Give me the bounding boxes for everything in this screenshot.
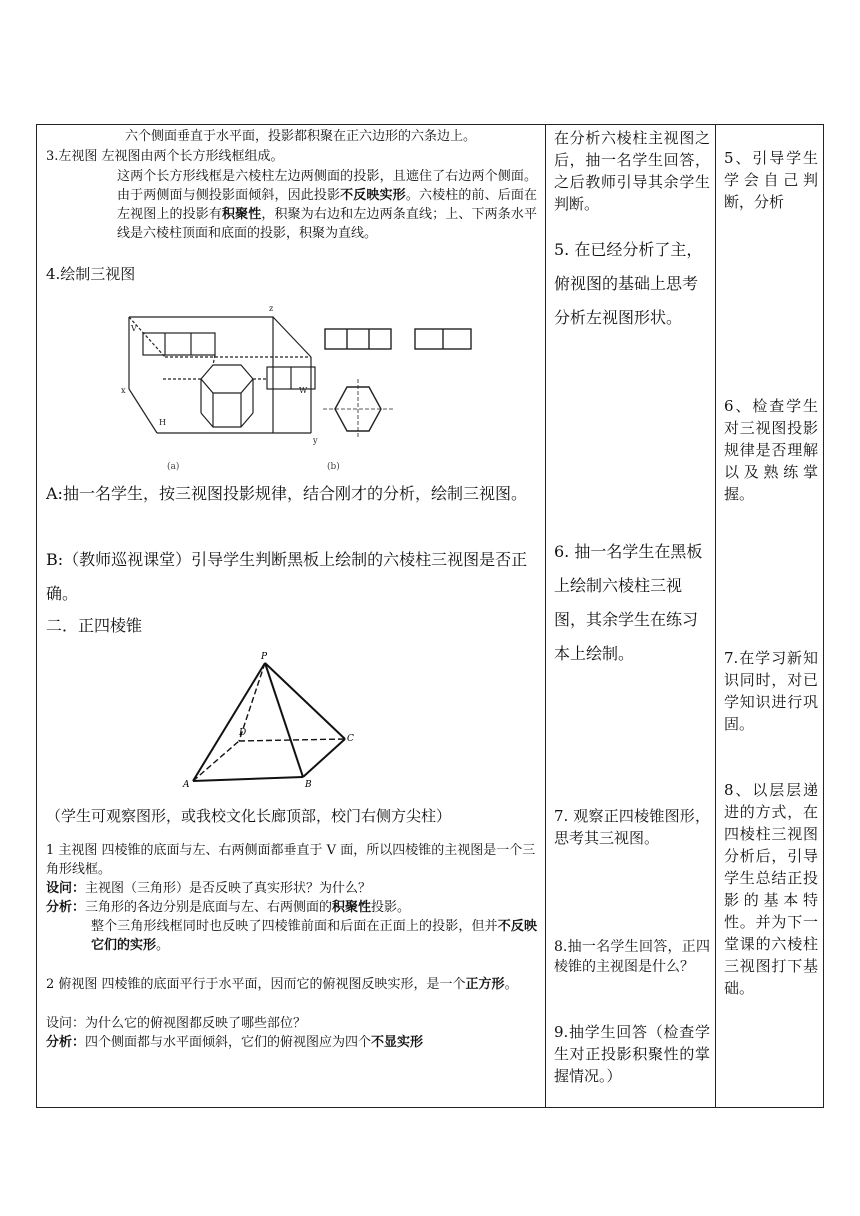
vertex-c: C [347,734,354,744]
left-view-heading: 3.左视图 左视图由两个长方形线框组成。 [46,149,284,164]
pyramid-top-view: 2 俯视图 四棱锥的底面平行于水平面，因而它的俯视图反映实形，是一个正方形。 [46,977,518,992]
label-x: x [121,386,126,395]
vertex-d: D [239,728,247,738]
caption-b: (b) [327,462,340,472]
intent-8: 8、以层层递进的方式，在四棱柱三视图分析后，引导学生总结正投影的基本特性。并为下一堂课的六棱柱三视图打下基础。 [724,781,818,997]
activity-1: 在分析六棱柱主视图之后，抽一名学生回答，之后教师引导其余学生判断。 [554,129,710,213]
label-w: W [299,386,308,395]
intent-column [716,125,823,1107]
analysis-1-continued: 整个三角形线框同时也反映了四棱锥前面和后面在正面上的投影，但并不反映它们的实形。 [91,919,537,953]
label-z: z [269,304,274,313]
label-h: H [159,418,166,427]
label-y: y [313,436,318,445]
vertex-b: B [305,780,312,789]
activity-9: 9.抽学生回答（检查学生对正投影积聚性的掌握情况。） [554,1023,710,1085]
vertex-a: A [183,780,190,789]
item-b: B:（教师巡视课堂）引导学生判断黑板上绘制的六棱柱三视图是否正确。 [46,550,528,603]
analysis-1: 分析：三角形的各边分别是底面与左、右两侧面的积聚性投影。 [46,900,411,915]
activity-8: 8.抽一名学生回答，正四棱锥的主视图是什么？ [554,939,710,975]
left-view-paragraph: 这两个长方形线框是六棱柱左边两侧面的投影，且遮住了右边两个侧面。由于两侧面与侧投影面倾斜，因此投影不反映实形。六棱柱的前、后面在左视图上的投影有积聚性，积聚为右边和左边两条直线；上、下两条水平线是六棱柱顶面和底面的投影，积聚为直线。 [117,169,537,241]
observe-note: （学生可观察图形，或我校文化长廊顶部，校门右侧方尖柱） [46,807,452,825]
activity-7: 7. 观察正四棱锥图形，思考其三视图。 [554,807,710,847]
activity-column [546,125,715,1107]
intent-5: 5、引导学生学会自己判断，分析 [724,149,818,211]
content-column [37,125,545,1107]
square-pyramid-figure [177,649,377,789]
analysis-2: 分析：四个侧面都与水平面倾斜，它们的俯视图应为四个不显实形 [46,1035,424,1050]
three-views-figure [317,325,487,445]
hex-top-line: 六个侧面垂直于水平面，投影都积聚在正六边形的六条边上。 [125,129,477,144]
label-v: V [131,324,137,333]
question-1: 设问：主视图（三角形）是否反映了真实形状？为什么？ [46,881,372,896]
intent-7: 7.在学习新知识同时，对已学知识进行巩固。 [724,649,818,733]
vertex-p: P [261,652,268,662]
activity-5: 5. 在已经分析了主，俯视图的基础上思考分析左视图形状。 [554,240,703,327]
draw-three-views-heading: 4.绘制三视图 [46,265,136,283]
pyramid-main-view: 1 主视图 四棱锥的底面与左、右两侧面都垂直于 V 面，所以四棱锥的主视图是一个三角形线框。 [46,843,536,877]
caption-a: (a) [167,462,180,472]
lesson-table [36,124,824,1108]
activity-6: 6. 抽一名学生在黑板上绘制六棱柱三视图，其余学生在练习本上绘制。 [554,542,703,663]
item-a: A:抽一名学生，按三视图投影规律，结合刚才的分析，绘制三视图。 [46,484,527,503]
question-2: 设问：为什么它的俯视图都反映了哪些部位？ [46,1016,307,1031]
section-pyramid-heading: 二．正四棱锥 [46,616,143,635]
intent-6: 6、检查学生对三视图投影规律是否理解以及熟练掌握。 [724,397,818,503]
